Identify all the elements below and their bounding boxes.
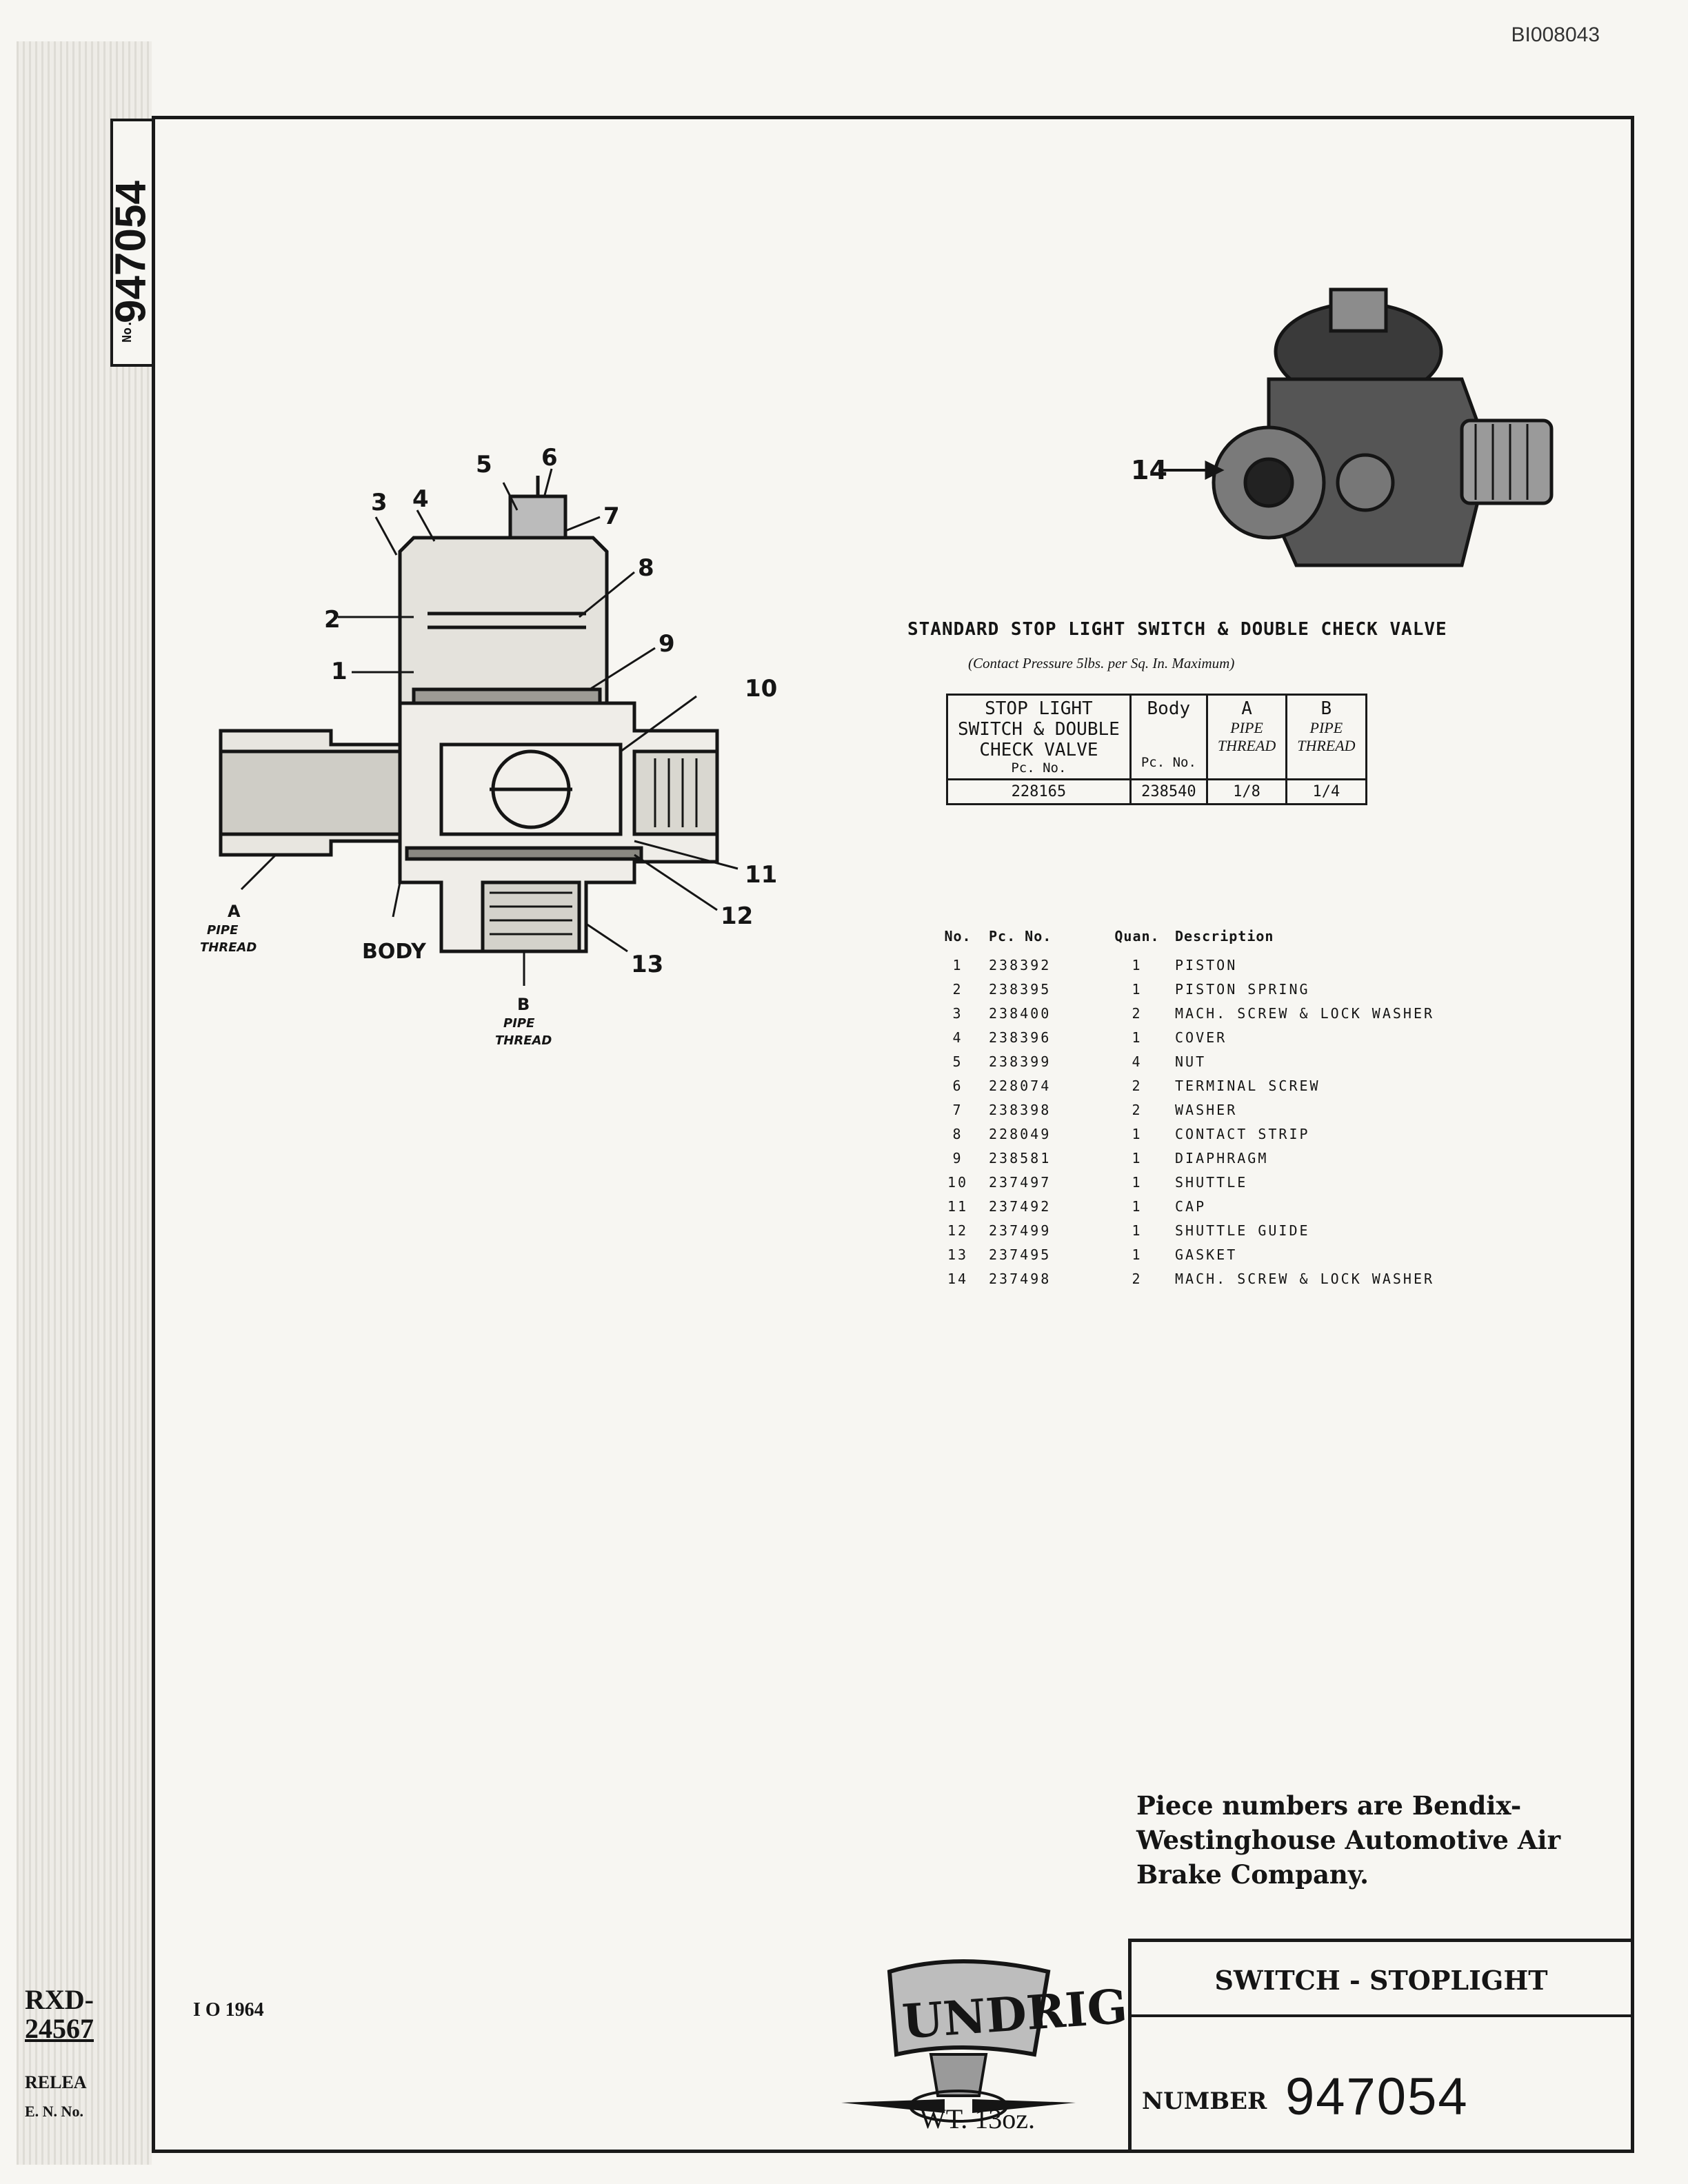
parts-desc: SHUTTLE [1175, 1173, 1248, 1191]
parts-desc: SHUTTLE GUIDE [1175, 1222, 1310, 1239]
vertical-number-prefix: No. [119, 320, 134, 343]
port-a-letter: A [228, 902, 241, 921]
parts-no: 10 [947, 1173, 969, 1191]
parts-row [927, 1170, 1506, 1194]
weight-label: WT. 13oz. [920, 2103, 1035, 2134]
parts-row [927, 1049, 1506, 1073]
port-b-letter: B [517, 995, 530, 1014]
spec-switch-pc: 228165 [947, 780, 1131, 805]
callout-6: 6 [541, 444, 558, 472]
parts-no: 11 [947, 1197, 969, 1215]
parts-qty: 1 [1132, 1173, 1143, 1191]
spec-body-pc: 238540 [1130, 780, 1207, 805]
port-a-thread: THREAD [200, 940, 257, 955]
note-line1: Piece numbers are Bendix- [1136, 1790, 1522, 1821]
part-number-label: NUMBER [1142, 2087, 1267, 2115]
date-stamp: I O 1964 [193, 1999, 264, 2021]
parts-qty: 1 [1132, 1222, 1143, 1239]
parts-pc-no: 238400 [989, 1004, 1052, 1022]
callout-11: 11 [745, 861, 778, 889]
spec-col-a-line2: THREAD [1217, 737, 1276, 754]
parts-no: 9 [952, 1149, 963, 1166]
release-line4: E. N. No. [25, 2103, 83, 2120]
parts-qty: 1 [1132, 1197, 1143, 1215]
release-code-line2: 24567 [25, 2013, 94, 2044]
parts-row [927, 1266, 1506, 1291]
callout-8: 8 [638, 554, 654, 582]
spec-col-b-letter: B [1320, 698, 1332, 719]
parts-pc-no: 237495 [989, 1246, 1052, 1263]
parts-qty: 2 [1132, 1077, 1143, 1094]
callout-2: 2 [324, 606, 341, 634]
parts-pc-no: 238398 [989, 1101, 1052, 1118]
parts-row [927, 977, 1506, 1001]
spec-col-switch-sub: Pc. No. [1011, 760, 1067, 776]
part-title: SWITCH - STOPLIGHT [1214, 1965, 1548, 1996]
parts-desc: WASHER [1175, 1101, 1238, 1118]
product-title: STANDARD STOP LIGHT SWITCH & DOUBLE CHECK VALVE [907, 619, 1447, 640]
spec-col-b [1287, 695, 1366, 780]
spec-b-thread: 1/4 [1287, 780, 1366, 805]
parts-qty: 2 [1132, 1270, 1143, 1287]
note-line3: Brake Company. [1136, 1859, 1369, 1890]
spec-col-switch [947, 695, 1131, 780]
parts-pc-no: 238581 [989, 1149, 1052, 1166]
parts-pc-no: 238392 [989, 956, 1052, 973]
parts-no: 1 [952, 956, 963, 973]
callout-4: 4 [412, 485, 429, 513]
parts-no: 6 [952, 1077, 963, 1094]
parts-pc-no: 238395 [989, 980, 1052, 998]
parts-row [927, 1218, 1506, 1242]
parts-pc-no: 237497 [989, 1173, 1052, 1191]
parts-qty: 1 [1132, 956, 1143, 973]
callout-9: 9 [659, 630, 675, 658]
valve-product-photo [1131, 276, 1572, 607]
spec-col-a [1207, 695, 1286, 780]
port-b-thread: THREAD [495, 1033, 552, 1048]
callout-10: 10 [745, 675, 778, 702]
parts-no: 13 [947, 1246, 969, 1263]
parts-no: 12 [947, 1222, 969, 1239]
spec-col-body-label: Body [1147, 698, 1191, 719]
parts-desc: CAP [1175, 1197, 1207, 1215]
parts-row [927, 1001, 1506, 1025]
parts-row [927, 953, 1506, 977]
parts-desc: CONTACT STRIP [1175, 1125, 1310, 1142]
valve-cross-section-diagram [193, 441, 814, 1062]
parts-qty: 2 [1132, 1004, 1143, 1022]
parts-desc: MACH. SCREW & LOCK WASHER [1175, 1270, 1435, 1287]
parts-pc-no: 237492 [989, 1197, 1052, 1215]
parts-pc-no: 237498 [989, 1270, 1052, 1287]
spec-a-thread: 1/8 [1207, 780, 1286, 805]
parts-row [927, 1242, 1506, 1266]
spec-col-switch-line2: SWITCH & DOUBLE [958, 719, 1120, 740]
parts-list-table [927, 928, 1506, 1291]
callout-13: 13 [631, 951, 664, 978]
parts-no: 14 [947, 1270, 969, 1287]
spec-col-body-sub: Pc. No. [1141, 755, 1196, 770]
callout-3: 3 [371, 489, 388, 516]
parts-qty: 1 [1132, 1125, 1143, 1142]
parts-pc-no: 238396 [989, 1029, 1052, 1046]
parts-no: 4 [952, 1029, 963, 1046]
spec-col-b-line2: THREAD [1297, 737, 1356, 754]
parts-qty: 1 [1132, 1246, 1143, 1263]
spec-table [946, 694, 1367, 805]
note-line2: Westinghouse Automotive Air [1136, 1825, 1561, 1855]
spec-col-a-letter: A [1241, 698, 1252, 719]
spec-col-a-line1: PIPE [1230, 719, 1263, 736]
spec-col-switch-line3: CHECK VALVE [979, 740, 1098, 760]
parts-no: 8 [952, 1125, 963, 1142]
piece-number-note [1136, 1788, 1560, 1892]
parts-header-desc: Description [1175, 928, 1274, 944]
release-line3: RELEA [25, 2072, 87, 2092]
parts-desc: MACH. SCREW & LOCK WASHER [1175, 1004, 1435, 1022]
parts-no: 3 [952, 1004, 963, 1022]
callout-12: 12 [721, 902, 754, 930]
parts-desc: PISTON [1175, 956, 1238, 973]
parts-desc: GASKET [1175, 1246, 1238, 1263]
title-block-divider [1128, 2014, 1634, 2017]
parts-row [927, 1098, 1506, 1122]
release-code-line1: RXD- [25, 1984, 94, 2015]
parts-row [927, 1146, 1506, 1170]
parts-qty: 1 [1132, 1029, 1143, 1046]
parts-no: 2 [952, 980, 963, 998]
parts-desc: COVER [1175, 1029, 1227, 1046]
parts-qty: 1 [1132, 1149, 1143, 1166]
spec-col-body [1130, 695, 1207, 780]
parts-qty: 1 [1132, 980, 1143, 998]
parts-row [927, 1194, 1506, 1218]
product-subtitle: (Contact Pressure 5lbs. per Sq. In. Maximum) [968, 655, 1235, 671]
parts-pc-no: 228074 [989, 1077, 1052, 1094]
document-id: BI008043 [1511, 23, 1600, 46]
parts-row [927, 1073, 1506, 1098]
parts-header-no: No. [944, 928, 972, 944]
spec-row [947, 780, 1367, 805]
parts-desc: PISTON SPRING [1175, 980, 1310, 998]
parts-desc: TERMINAL SCREW [1175, 1077, 1320, 1094]
port-b-pipe: PIPE [503, 1016, 535, 1031]
release-stamp [25, 1985, 94, 2126]
vertical-part-number: 947054 [107, 181, 155, 323]
parts-qty: 4 [1132, 1053, 1143, 1070]
parts-desc: NUT [1175, 1053, 1207, 1070]
spec-col-b-line1: PIPE [1309, 719, 1343, 736]
parts-qty: 2 [1132, 1101, 1143, 1118]
parts-pc-no: 238399 [989, 1053, 1052, 1070]
parts-no: 7 [952, 1101, 963, 1118]
parts-row [927, 1122, 1506, 1146]
parts-header-pc: Pc. No. [989, 928, 1052, 944]
callout-7: 7 [603, 503, 620, 530]
port-a-pipe: PIPE [207, 923, 239, 938]
callout-1: 1 [331, 658, 348, 685]
callout-5: 5 [476, 451, 492, 478]
body-label: BODY [362, 940, 426, 964]
photo-callout-14: 14 [1131, 455, 1167, 485]
logo-text: UNDRIG [900, 1979, 1129, 2050]
parts-pc-no: 228049 [989, 1125, 1052, 1142]
spec-col-switch-line1: STOP LIGHT [985, 698, 1093, 719]
parts-no: 5 [952, 1053, 963, 1070]
parts-row [927, 1025, 1506, 1049]
parts-desc: DIAPHRAGM [1175, 1149, 1269, 1166]
part-number-value: 947054 [1285, 2067, 1469, 2126]
parts-pc-no: 237499 [989, 1222, 1052, 1239]
parts-header-qty: Quan. [1114, 928, 1160, 944]
